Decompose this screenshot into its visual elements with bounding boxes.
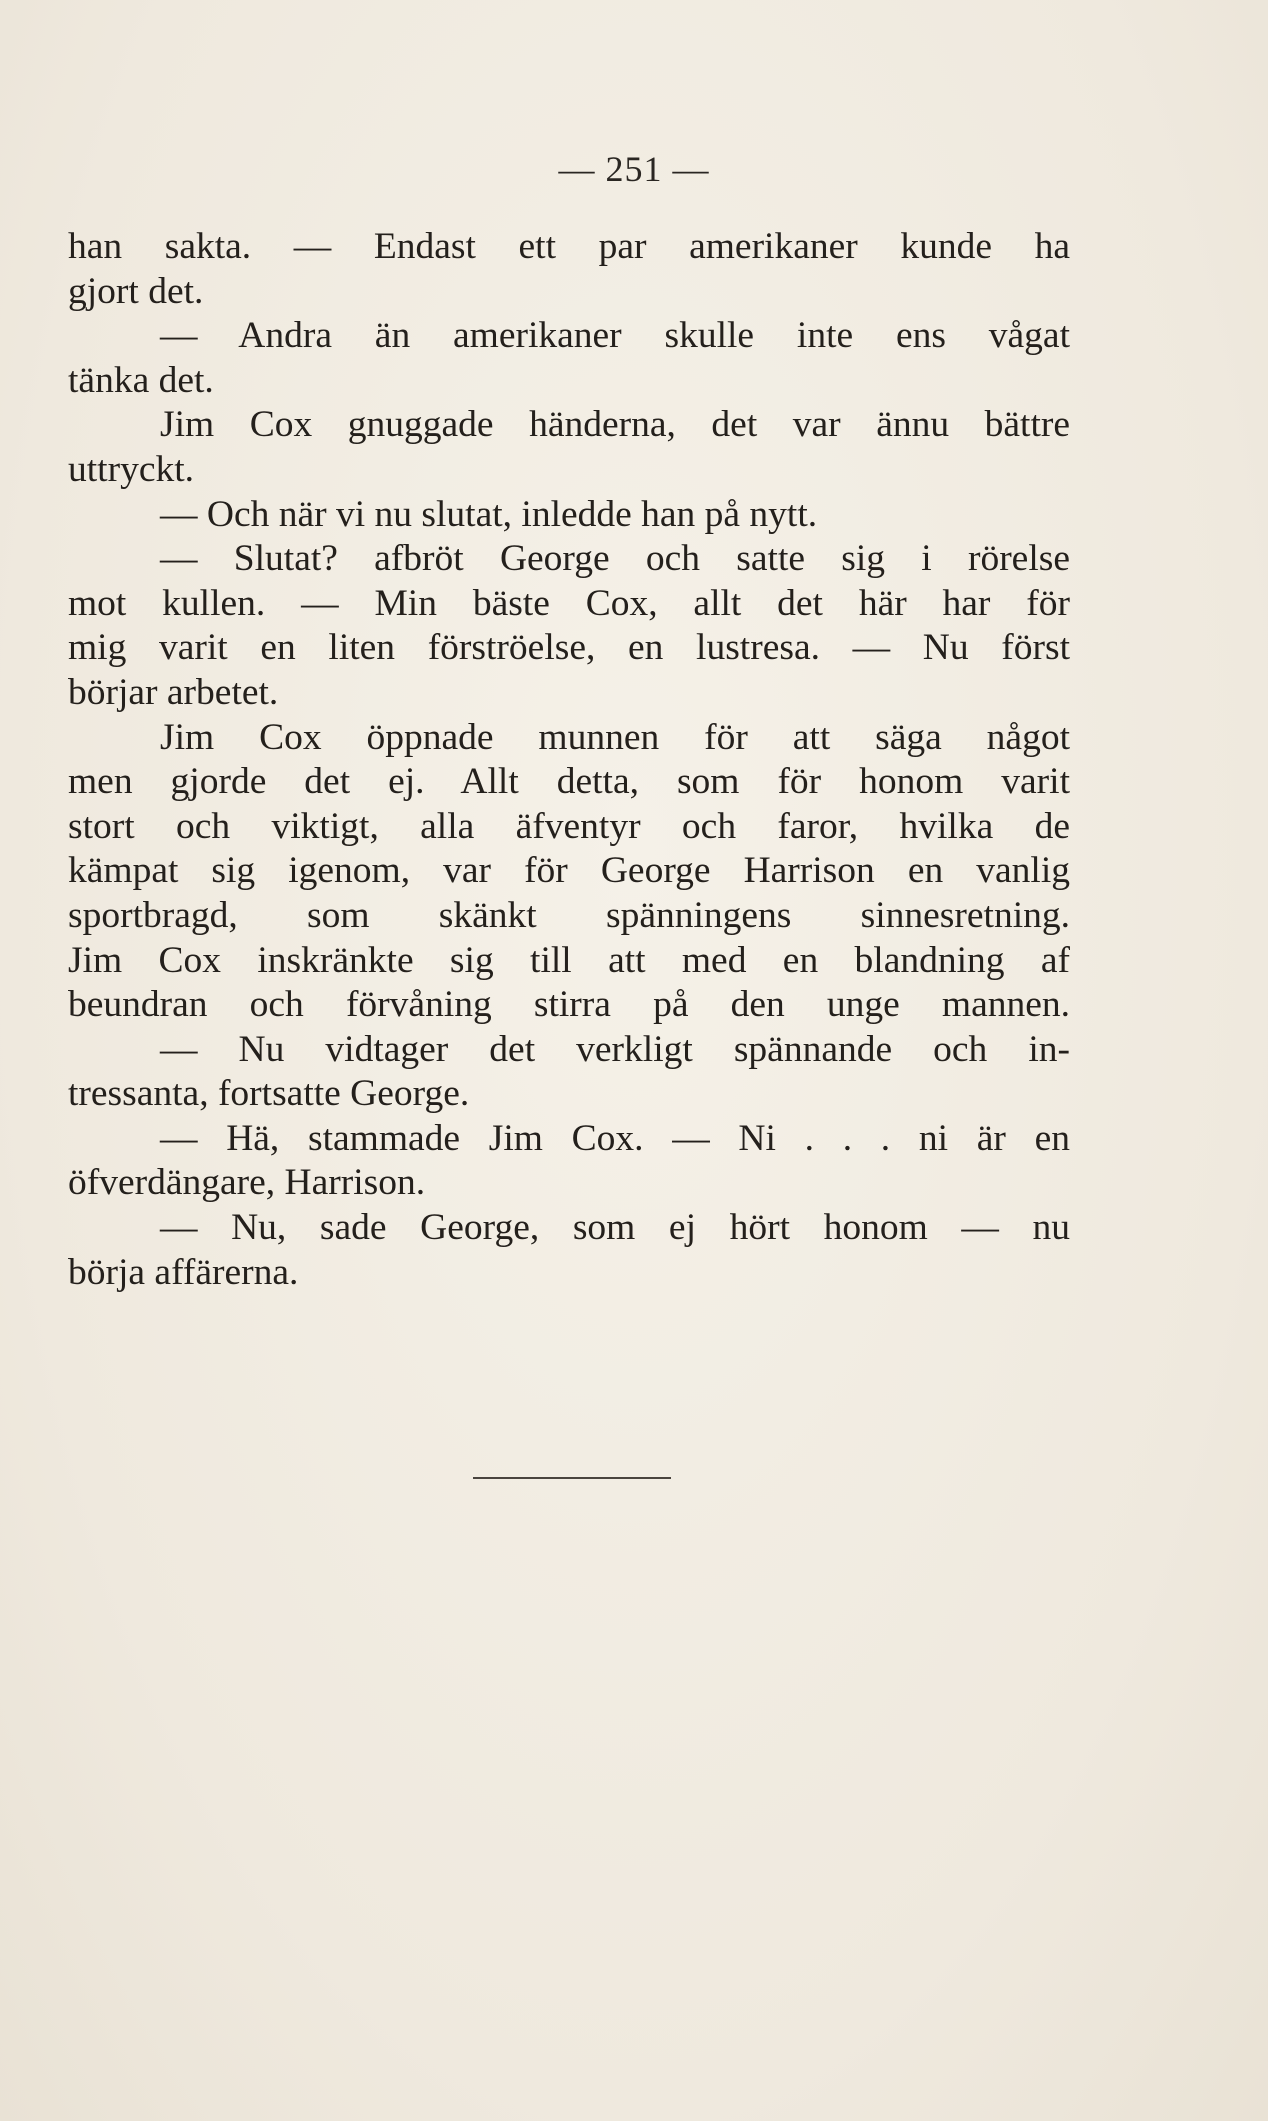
text-line: Jim Cox inskränkte sig till att med en blandning af — [68, 939, 1070, 981]
text-line: sportbragd, som skänkt spänningens sinnesretning. — [68, 894, 1070, 936]
text-line: kämpat sig igenom, var för George Harrison en vanlig — [68, 850, 1070, 892]
text-line: — Hä, stammade Jim Cox. — Ni . . . ni är en — [160, 1117, 1070, 1159]
text-line: gjort det. — [68, 270, 204, 312]
text-line: mot kullen. — Min bäste Cox, allt det här har för — [68, 582, 1070, 624]
section-divider — [473, 1477, 671, 1479]
text-line: men gjorde det ej. Allt detta, som för honom varit — [68, 761, 1070, 803]
text-line: Jim Cox öppnade munnen för att säga något — [160, 716, 1070, 758]
text-line: — Andra än amerikaner skulle inte ens vågat — [160, 315, 1070, 357]
body-text — [68, 225, 1070, 1295]
text-line: börjar arbetet. — [68, 671, 279, 713]
text-line: — Slutat? afbröt George och satte sig i rörelse — [160, 538, 1070, 580]
text-line: beundran och förvåning stirra på den unge mannen. — [68, 984, 1070, 1026]
page-number: — 251 — — [558, 149, 710, 189]
text-line: stort och viktigt, alla äfventyr och faror, hvilka de — [68, 805, 1070, 847]
text-line: — Och när vi nu slutat, inledde han på nytt. — [160, 493, 818, 535]
text-line: tressanta, fortsatte George. — [68, 1073, 470, 1115]
text-line: tänka det. — [68, 359, 214, 401]
text-line: börja affärerna. — [68, 1251, 299, 1293]
text-line: han sakta. — Endast ett par amerikaner kunde ha — [68, 226, 1070, 267]
text-line: Jim Cox gnuggade händerna, det var ännu bättre — [160, 404, 1070, 446]
text-line: öfverdängare, Harrison. — [68, 1162, 426, 1204]
text-line: uttryckt. — [68, 448, 195, 490]
text-line: — Nu, sade George, som ej hört honom — nu — [160, 1207, 1070, 1249]
text-line: — Nu vidtager det verkligt spännande och in- — [160, 1028, 1070, 1070]
text-line: mig varit en liten förströelse, en lustresa. — Nu först — [68, 627, 1070, 669]
